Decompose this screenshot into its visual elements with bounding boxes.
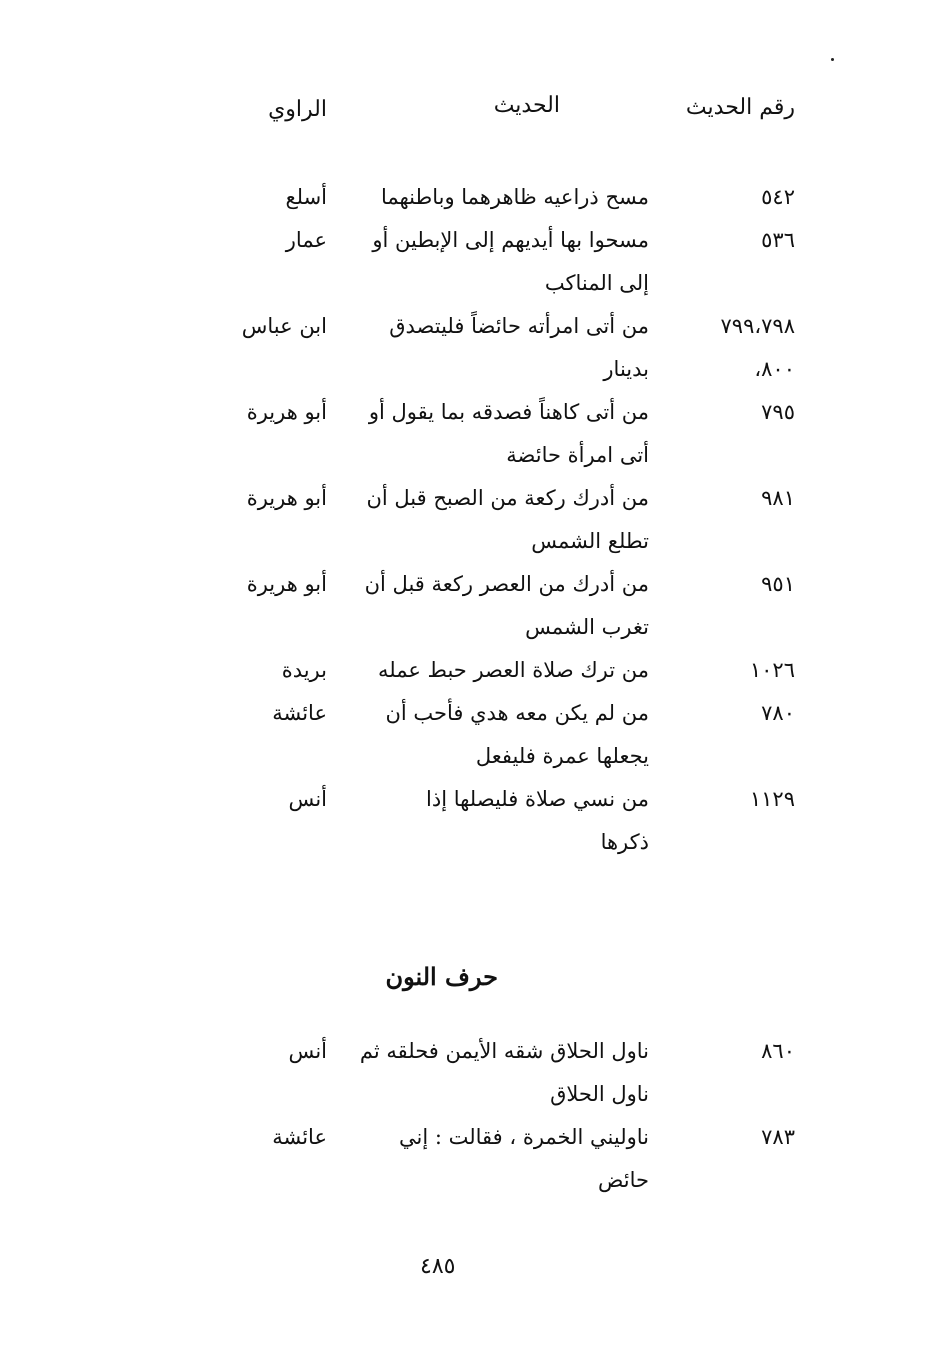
- table-row: [135, 1030, 795, 1116]
- table-row: [135, 305, 795, 391]
- entry-line: [135, 520, 795, 563]
- entry-line: [135, 176, 795, 219]
- narrator: أبو هريرة: [246, 400, 327, 424]
- hadith-text: تغرب الشمس: [525, 615, 649, 639]
- narrator: أبو هريرة: [246, 572, 327, 596]
- hadith-number: ٩٥١: [761, 572, 795, 596]
- table-row: [135, 219, 795, 305]
- hadith-text: حائض: [598, 1168, 649, 1192]
- hadith-text: من لم يكن معه هدي فأحب أن: [385, 701, 649, 725]
- hadith-number: ٧٨٠: [761, 701, 795, 725]
- stray-dot: [831, 58, 834, 61]
- hadith-number: ٥٤٢: [761, 185, 795, 209]
- table-row: [135, 649, 795, 692]
- entry-line: [135, 821, 795, 864]
- entry-line: [135, 1116, 795, 1159]
- narrator: ابن عباس: [241, 314, 327, 338]
- table-row: [135, 1116, 795, 1202]
- hadith-text: من نسي صلاة فليصلها إذا: [426, 787, 649, 811]
- entry-line: [135, 262, 795, 305]
- header-hadith: الحديث: [493, 93, 560, 118]
- hadith-text: من ترك صلاة العصر حبط عمله: [377, 658, 649, 682]
- narrator: عمار: [285, 228, 327, 252]
- table-row: [135, 391, 795, 477]
- hadith-index-list-nun: [135, 1030, 795, 1202]
- entry-line: [135, 1030, 795, 1073]
- table-row: [135, 477, 795, 563]
- entry-line: [135, 1073, 795, 1116]
- hadith-text: ذكرها: [600, 830, 649, 854]
- entry-line: [135, 305, 795, 348]
- hadith-text: تطلع الشمس: [531, 529, 649, 553]
- hadith-text: إلى المناكب: [544, 271, 649, 295]
- narrator: عائشة: [272, 1125, 327, 1149]
- hadith-text: مسح ذراعيه ظاهرهما وباطنهما: [380, 185, 649, 209]
- hadith-text: بدينار: [603, 357, 649, 381]
- table-row: [135, 778, 795, 864]
- hadith-number: ١١٢٩: [749, 787, 795, 811]
- narrator: أنس: [288, 787, 327, 811]
- section-title: حرف النون: [385, 962, 498, 991]
- entry-line: [135, 1159, 795, 1202]
- hadith-text: من أدرك ركعة من الصبح قبل أن: [366, 486, 649, 510]
- entry-line: [135, 606, 795, 649]
- header-narrator: الراوي: [268, 97, 327, 122]
- hadith-text: ناول الحلاق: [550, 1082, 649, 1106]
- entry-line: [135, 391, 795, 434]
- hadith-index-list: [135, 176, 795, 864]
- hadith-number: ٥٣٦: [761, 228, 795, 252]
- narrator: أبو هريرة: [246, 486, 327, 510]
- hadith-number: ١٠٢٦: [749, 658, 795, 682]
- hadith-text: من أتى كاهناً فصدقه بما يقول أو: [368, 400, 649, 424]
- hadith-number: ٧٩٥: [761, 400, 795, 424]
- hadith-number: ٨٦٠: [761, 1039, 795, 1063]
- header-number: رقم الحديث: [685, 95, 795, 120]
- entry-line: [135, 348, 795, 391]
- table-row: [135, 563, 795, 649]
- entry-line: [135, 477, 795, 520]
- entry-line: [135, 649, 795, 692]
- entry-line: [135, 778, 795, 821]
- table-row: [135, 692, 795, 778]
- table-row: [135, 176, 795, 219]
- entry-line: [135, 219, 795, 262]
- hadith-text: ناول الحلاق شقه الأيمن فحلقه ثم: [359, 1039, 649, 1063]
- entry-line: [135, 735, 795, 778]
- hadith-number: ٩٨١: [761, 486, 795, 510]
- hadith-text: من أدرك من العصر ركعة قبل أن: [364, 572, 649, 596]
- hadith-text: من أتى امرأته حائضاً فليتصدق: [389, 314, 649, 338]
- hadith-text: ناوليني الخمرة ، فقالت : إني: [399, 1125, 649, 1149]
- narrator: أنس: [288, 1039, 327, 1063]
- hadith-number-continued: ٨٠٠،: [754, 357, 795, 381]
- entry-line: [135, 692, 795, 735]
- hadith-text: أتى امرأة حائضة: [506, 443, 649, 467]
- hadith-text: يجعلها عمرة فليفعل: [475, 744, 649, 768]
- narrator: أسلع: [285, 185, 327, 209]
- entry-line: [135, 563, 795, 606]
- hadith-number: ٧٨٣: [761, 1125, 795, 1149]
- narrator: عائشة: [272, 701, 327, 725]
- page-number: ٤٨٥: [420, 1254, 456, 1279]
- entry-line: [135, 434, 795, 477]
- hadith-number: ٧٩٩،٧٩٨: [720, 314, 795, 338]
- hadith-text: مسحوا بها أيديهم إلى الإبطين أو: [372, 228, 649, 252]
- narrator: بريدة: [281, 658, 327, 682]
